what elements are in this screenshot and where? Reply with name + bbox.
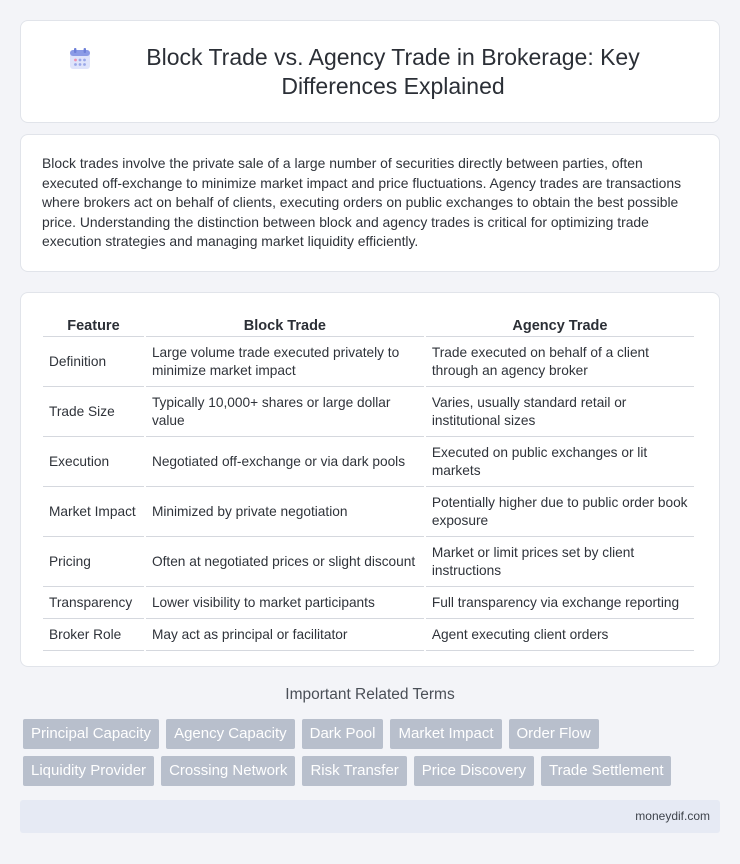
agency-cell: Varies, usually standard retail or institutional sizes: [426, 387, 694, 437]
feature-cell: Transparency: [43, 587, 144, 619]
footer: [20, 800, 720, 833]
intro-card: [20, 134, 720, 272]
feature-cell: Market Impact: [43, 487, 144, 537]
intro-paragraph: Block trades involve the private sale of a large number of securities directly between parties, often executed off-exchange to minimize market impact and price fluctuations. Agency trades are transactions where brokers act on behalf of clients, executing orders on public exchanges to obtain the best possible price. Understanding the distinction between block and agency trades is critical for optimizing trade execution strategies and managing market liquidity efficiently.: [42, 155, 682, 250]
header-feature: Feature: [43, 315, 144, 337]
feature-cell: Pricing: [43, 537, 144, 587]
tag-principal-capacity[interactable]: Principal Capacity: [23, 719, 159, 749]
block-cell: Typically 10,000+ shares or large dollar value: [146, 387, 424, 437]
block-cell: Large volume trade executed privately to minimize market impact: [146, 337, 424, 387]
table-row: [43, 337, 694, 387]
tag-row: [23, 756, 723, 786]
calendar-icon: [67, 46, 93, 72]
block-cell: Lower visibility to market participants: [146, 587, 424, 619]
related-terms-title: Important Related Terms: [285, 686, 455, 703]
tag-order-flow[interactable]: Order Flow: [509, 719, 599, 749]
feature-cell: Definition: [43, 337, 144, 387]
related-terms: [23, 719, 723, 793]
tag-agency-capacity[interactable]: Agency Capacity: [166, 719, 295, 749]
agency-cell: Trade executed on behalf of a client through an agency broker: [426, 337, 694, 387]
comparison-card: [20, 292, 720, 667]
table-row: [43, 537, 694, 587]
block-cell: Often at negotiated prices or slight discount: [146, 537, 424, 587]
title-wrap: [67, 43, 673, 101]
tag-risk-transfer[interactable]: Risk Transfer: [302, 756, 406, 786]
table-row: [43, 437, 694, 487]
tag-crossing-network[interactable]: Crossing Network: [161, 756, 295, 786]
header-block-trade: Block Trade: [146, 315, 424, 337]
block-cell: Minimized by private negotiation: [146, 487, 424, 537]
tag-price-discovery[interactable]: Price Discovery: [414, 756, 534, 786]
comparison-table: [41, 315, 696, 651]
tag-row: [23, 719, 723, 749]
feature-cell: Broker Role: [43, 619, 144, 651]
table-row: [43, 487, 694, 537]
agency-cell: Executed on public exchanges or lit markets: [426, 437, 694, 487]
table-row: [43, 387, 694, 437]
tag-liquidity-provider[interactable]: Liquidity Provider: [23, 756, 154, 786]
table-row: [43, 587, 694, 619]
agency-cell: Market or limit prices set by client instructions: [426, 537, 694, 587]
footer-site[interactable]: moneydif.com: [635, 809, 710, 823]
feature-cell: Trade Size: [43, 387, 144, 437]
block-cell: May act as principal or facilitator: [146, 619, 424, 651]
feature-cell: Execution: [43, 437, 144, 487]
agency-cell: Agent executing client orders: [426, 619, 694, 651]
header-agency-trade: Agency Trade: [426, 315, 694, 337]
tag-market-impact[interactable]: Market Impact: [390, 719, 501, 749]
page-title: Block Trade vs. Agency Trade in Brokerage: Key Differences Explained: [146, 43, 640, 99]
title-card: [20, 20, 720, 123]
table-header-row: [43, 315, 694, 337]
agency-cell: Potentially higher due to public order book exposure: [426, 487, 694, 537]
tag-trade-settlement[interactable]: Trade Settlement: [541, 756, 672, 786]
table-row: [43, 619, 694, 651]
agency-cell: Full transparency via exchange reporting: [426, 587, 694, 619]
tag-dark-pool[interactable]: Dark Pool: [302, 719, 384, 749]
block-cell: Negotiated off-exchange or via dark pools: [146, 437, 424, 487]
